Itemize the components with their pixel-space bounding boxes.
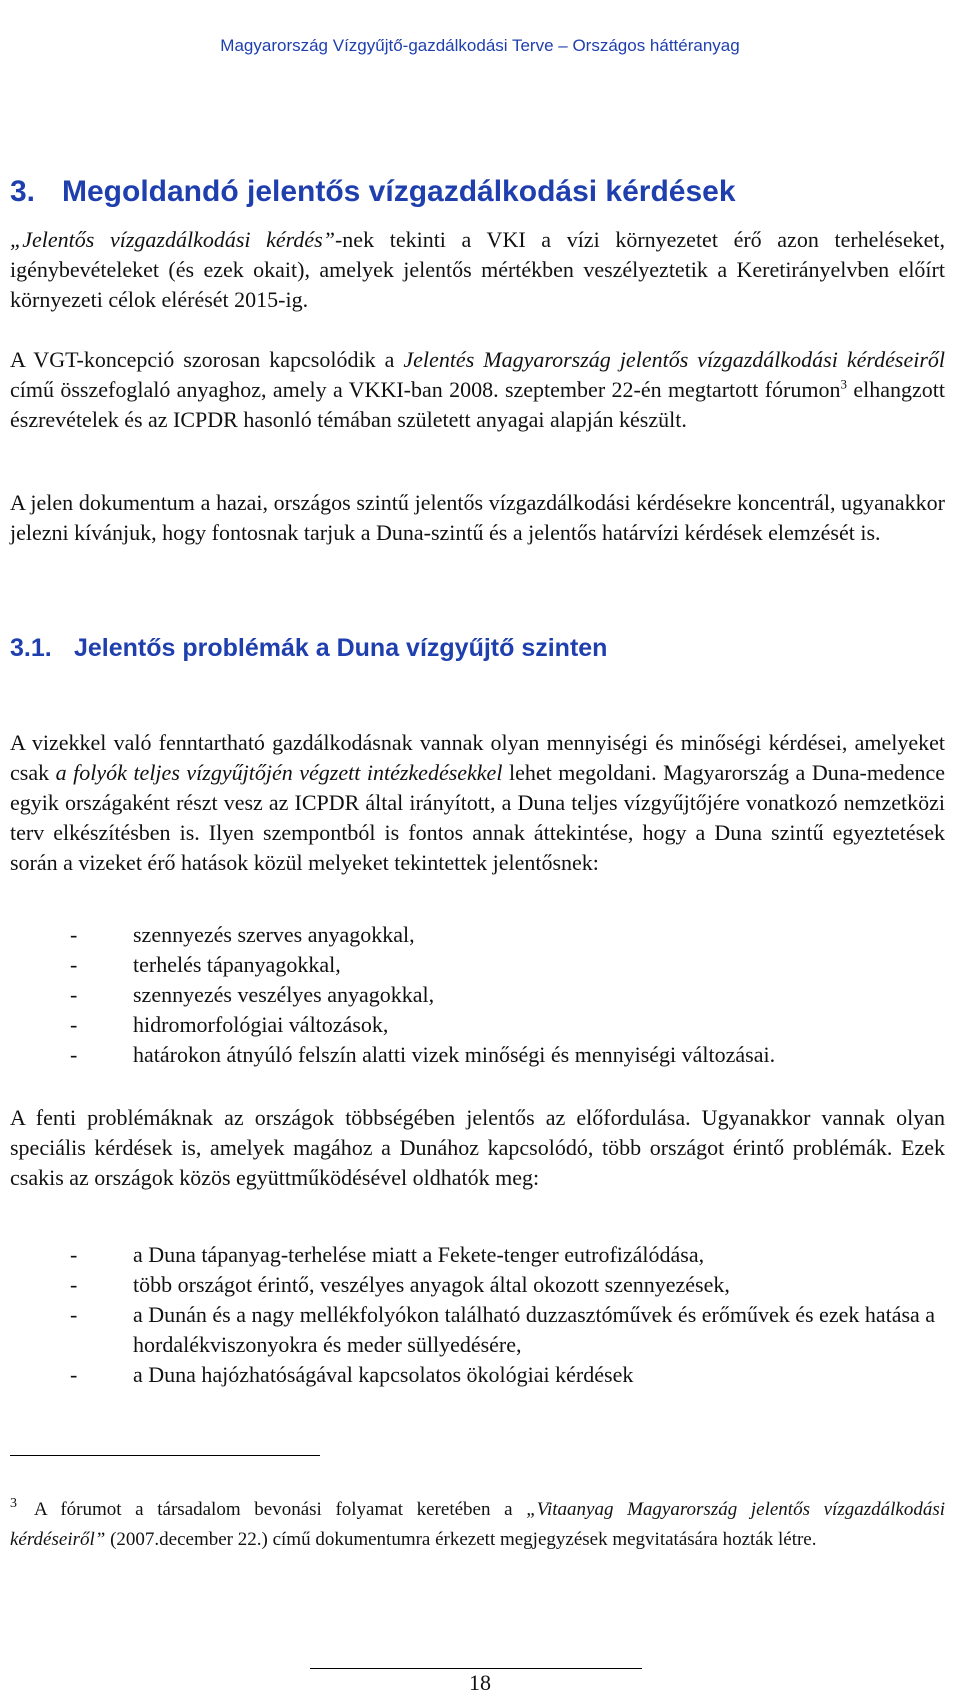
list-item-text: hidromorfológiai változások, (133, 1012, 389, 1037)
footnote-text (10, 1495, 945, 1555)
danube-impacts-list (10, 920, 945, 1070)
page-number-rule (310, 1668, 642, 1669)
dash-bullet: - (70, 1242, 78, 1267)
dash-bullet: - (70, 952, 78, 977)
list-item (10, 980, 945, 1010)
subsection-heading (10, 634, 940, 663)
list-item (10, 1300, 945, 1360)
dash-bullet: - (70, 1302, 78, 1327)
intro-paragraph-2-mid: című összefoglaló anyaghoz, amely a VKKI-ban 2008. szeptember 22-én megtartott fórumon (10, 377, 841, 402)
footnote-text-end: (2007.december 22.) című dokumentumra érkezett megjegyzések megvitatására hozták létre. (105, 1529, 817, 1550)
footnote-separator (10, 1455, 320, 1456)
list-item-text: szennyezés szerves anyagokkal, (133, 922, 415, 947)
list-item-text: terhelés tápanyagokkal, (133, 952, 341, 977)
intro-paragraph-3: A jelen dokumentum a hazai, országos szintű jelentős vízgazdálkodási kérdésekre koncentrál, ugyanakkor jelezni kívánjuk, hogy fontosnak tarjuk a Duna-szintű és a jelentős határvízi kérdések elemzését is. (10, 490, 945, 545)
dash-bullet: - (70, 1362, 78, 1387)
dash-bullet: - (70, 922, 78, 947)
footnote-reference: 3 (840, 376, 847, 392)
report-title-italic: Jelentés Magyarország jelentős vízgazdálkodási kérdéseiről (403, 347, 946, 372)
intro-paragraph-1 (10, 225, 945, 315)
dash-bullet: - (70, 1272, 78, 1297)
dash-bullet: - (70, 1012, 78, 1037)
footnote (10, 1495, 945, 1555)
list-item-text: a Duna tápanyag-terhelése miatt a Fekete-tenger eutrofizálódása, (133, 1242, 705, 1267)
body-paragraph-5: A fenti problémáknak az országok többségében jelentős az előfordulása. Ugyanakkor vannak olyan speciális kérdések is, amelyek magához a Dunához kapcsolódó, több országot érintő problémák. Ezek csakis az országok közös együttműködésével oldhatók meg: (10, 1105, 945, 1190)
dash-bullet: - (70, 1042, 78, 1067)
section-number: 3. (10, 175, 36, 208)
list-item (10, 920, 945, 950)
list-item-text: a Dunán és a nagy mellékfolyókon található duzzasztóművek és erőművek és ezek hatása a hordalékviszonyokra és meder süllyedésére, (133, 1302, 936, 1357)
list-item-text: a Duna hajózhatóságával kapcsolatos ökológiai kérdések (133, 1362, 634, 1387)
subsection-title: Jelentős problémák a Duna vízgyűjtő szinten (74, 634, 608, 662)
footnote-number: 3 (10, 1496, 17, 1511)
intro-paragraph-2 (10, 345, 945, 435)
page-number: 18 (469, 1670, 491, 1695)
list-item-text: határokon átnyúló felszín alatti vizek minőségi és mennyiségi változásai. (133, 1042, 776, 1067)
section-title: Megoldandó jelentős vízgazdálkodási kérdések (62, 175, 736, 208)
intro-paragraph-2-start: A VGT-koncepció szorosan kapcsolódik a (10, 347, 404, 372)
list-item-text: több országot érintő, veszélyes anyagok által okozott szennyezések, (133, 1272, 730, 1297)
intro-paragraph-1-text: -nek tekinti a VKI a vízi környezetet érő azon terheléseket, igénybevételeket (és ezek okait), amelyek jelentős mértékben veszélyeztetik a Keretirányelvben előírt környezeti célok elérését 2015-ig. (10, 227, 946, 312)
footnote-text-start: A fórumot a társadalom bevonási folyamat keretében a (34, 1499, 527, 1520)
body-paragraph-4 (10, 728, 945, 878)
section-heading (10, 175, 940, 209)
list-item (10, 950, 945, 980)
intro-paragraph-2-end: elhangzott észrevételek és az ICPDR hasonló témában született anyagai alapján készült. (10, 377, 945, 432)
measures-italic: a folyók teljes vízgyűjtőjén végzett intézkedésekkel (55, 760, 503, 785)
term-italic: „Jelentős vízgazdálkodási kérdés” (10, 227, 335, 252)
body-paragraph-4-end: lehet megoldani. Magyarország a Duna-medence egyik országaként részt vesz az ICPDR által irányított, a Duna teljes vízgyűjtőjére vonatkozó nemzetközi terv elkészítésben is. Ilyen szempontból is fontos annak áttekintése, hogy a Duna szintű egyeztetések során a vizeket érő hatások közül melyeket tekintettek jelentősnek: (10, 760, 945, 875)
list-item (10, 1270, 945, 1300)
footnote-italic-title: „Vitaanyag Magyarország jelentős vízgazdálkodási kérdéseiről” (10, 1499, 945, 1550)
subsection-number: 3.1. (10, 634, 52, 662)
body-paragraph-4-start: A vizekkel való fenntartható gazdálkodásnak vannak olyan mennyiségi és minőségi kérdései, amelyeket csak (10, 730, 945, 785)
list-item (10, 1240, 945, 1270)
list-item (10, 1010, 945, 1040)
list-item (10, 1040, 945, 1070)
danube-specific-issues-list (10, 1240, 945, 1390)
list-item (10, 1360, 945, 1390)
list-item-text: szennyezés veszélyes anyagokkal, (133, 982, 435, 1007)
running-header: Magyarország Vízgyűjtő-gazdálkodási Terve – Országos háttéranyag (220, 36, 740, 55)
dash-bullet: - (70, 982, 78, 1007)
